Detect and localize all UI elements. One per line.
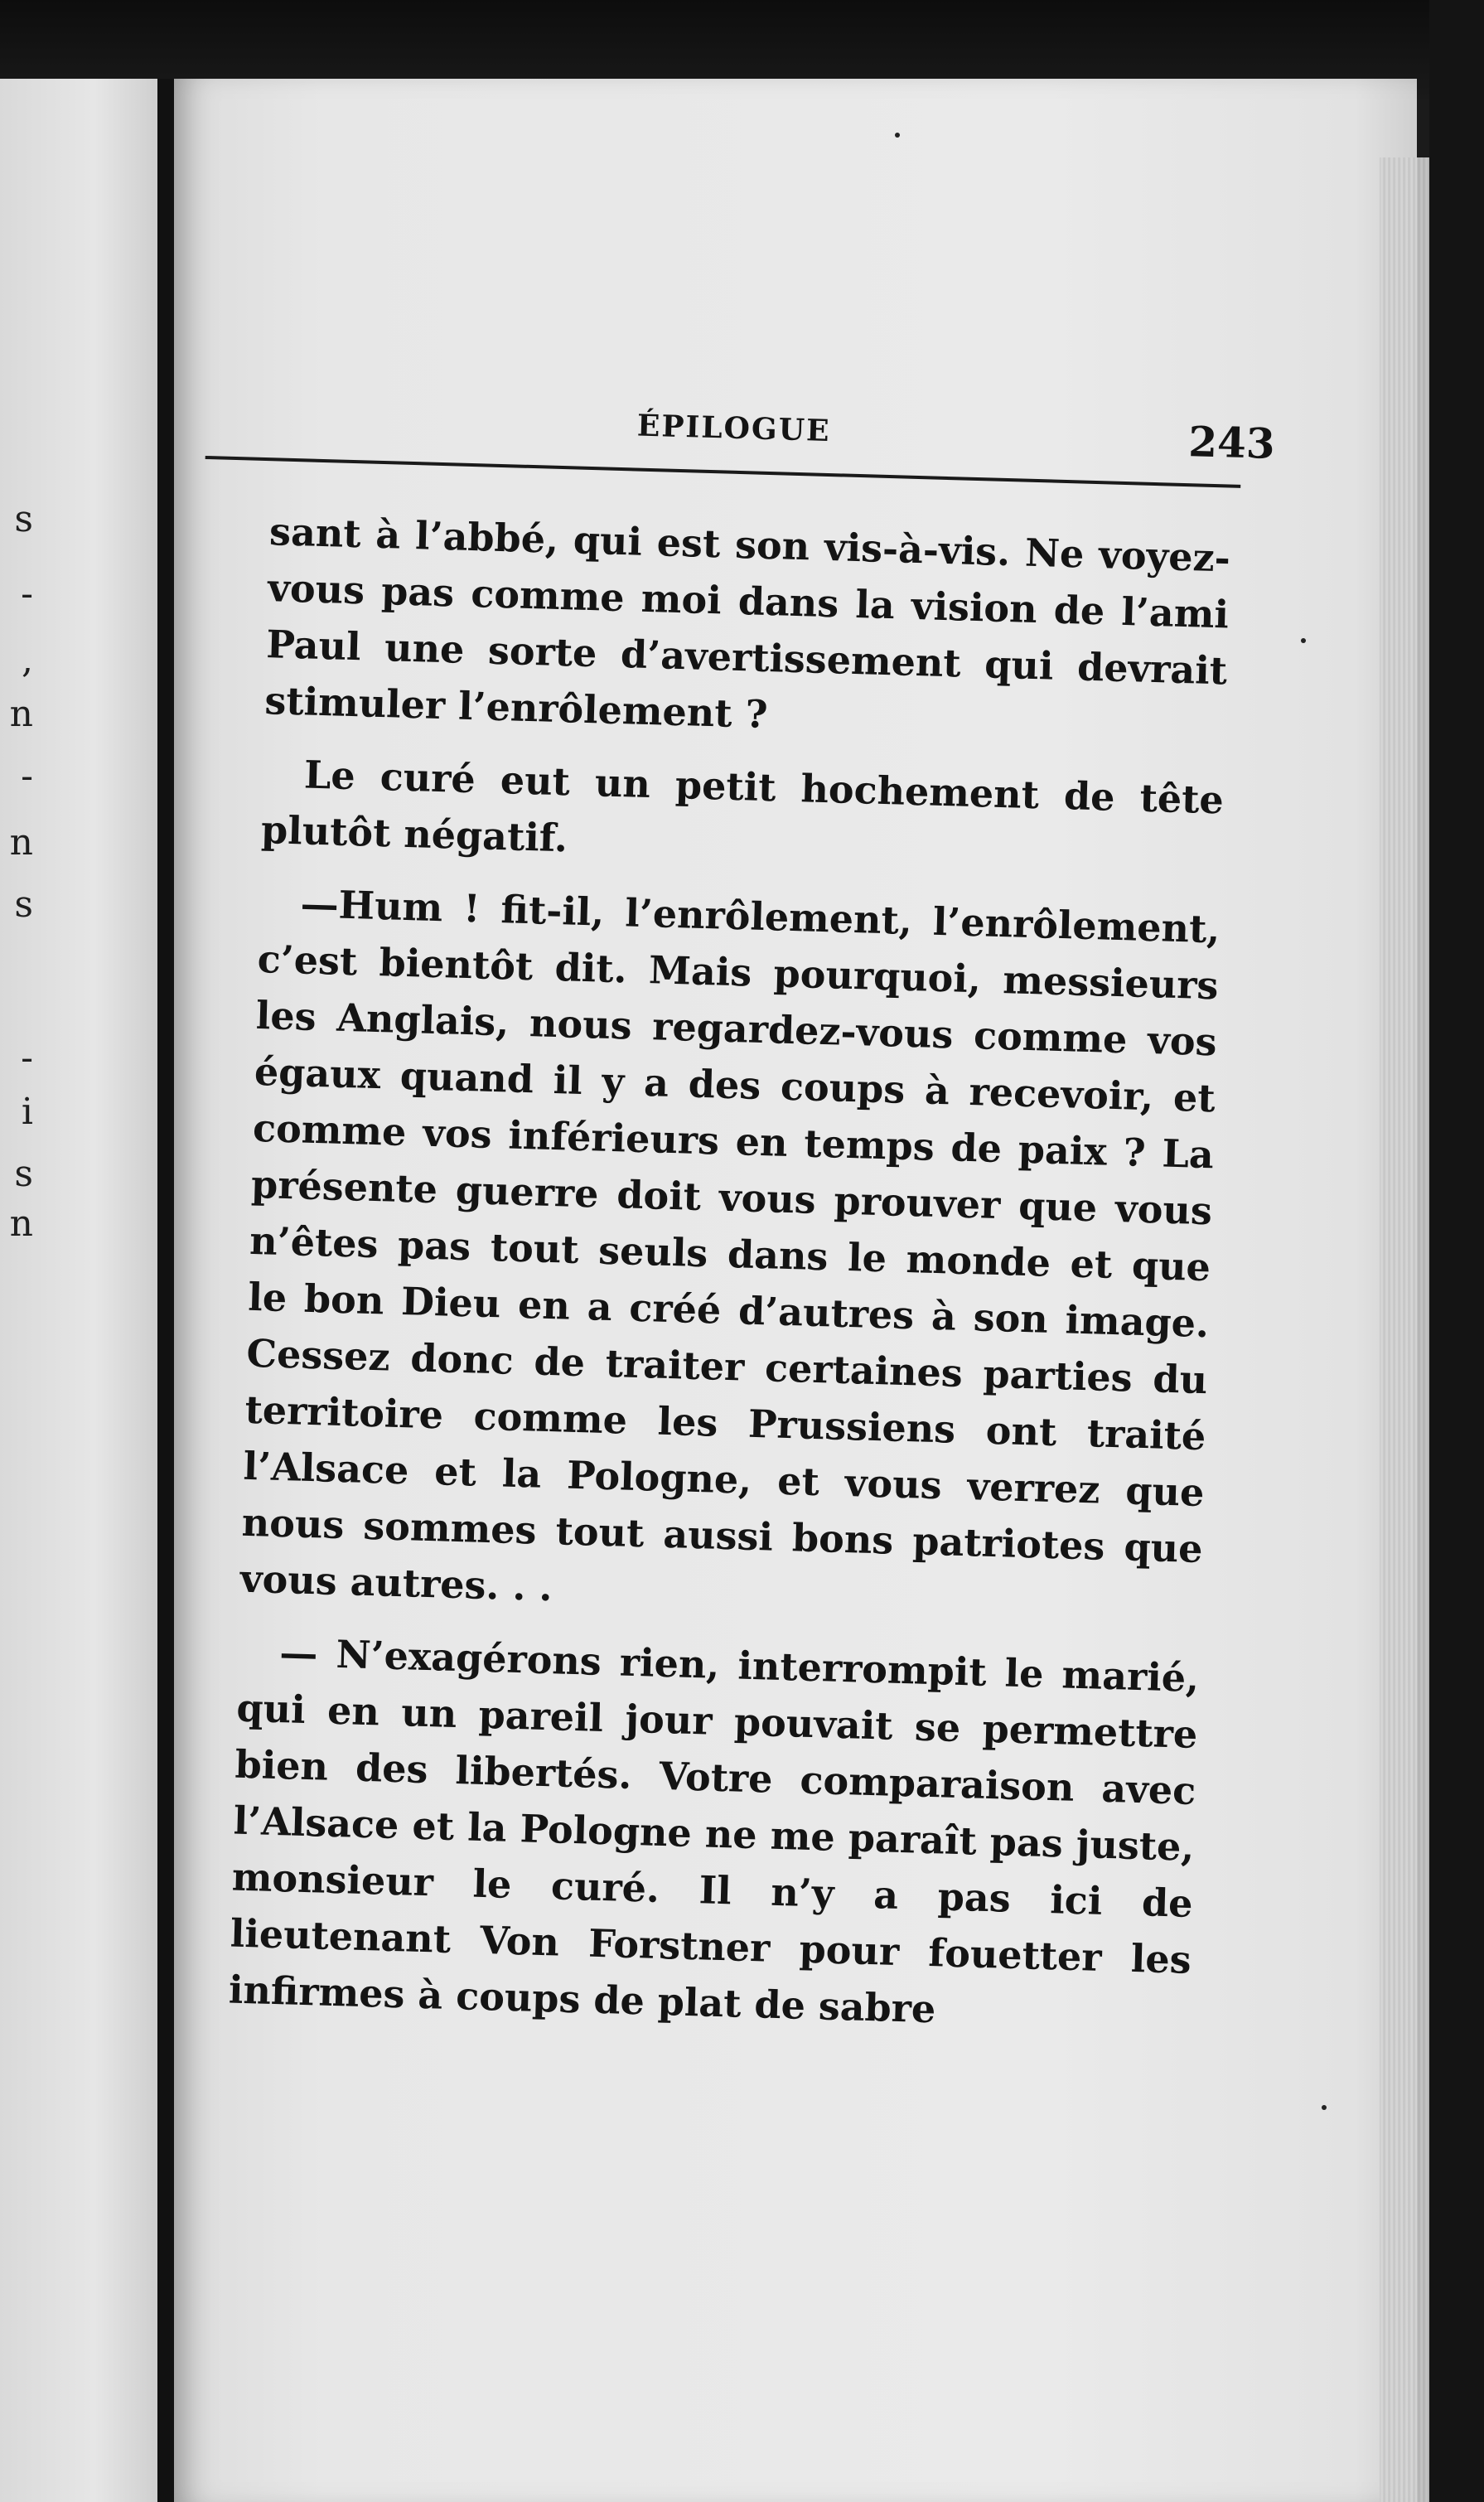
page-number: 243 [1187, 417, 1276, 468]
fragment-char: - [21, 1037, 33, 1079]
paragraph: Le curé eut un petit hochement de tête plutôt négatif. [260, 752, 1225, 861]
fragment-char: n [9, 693, 33, 735]
body-text [228, 474, 1232, 2045]
scan-speck [1301, 638, 1306, 643]
paragraph: — N’exagérons rien, interrompit le marié, qui en un pareil jour pouvait se permettre bien des libertés. Votre comparaison avec l’Alsace et la Pologne ne me paraît pas juste, monsieur le curé. Il n’y a pas ici de lieutenant Von Forstner pour fouetter les infirmes à coups de plat de sabre [228, 1630, 1200, 2032]
page-edge-stack [1380, 157, 1429, 2502]
fragment-char: n [9, 1203, 33, 1245]
adjacent-page-fragments [0, 79, 33, 2502]
fragment-char: , [22, 639, 33, 681]
fragment-char: i [21, 1091, 33, 1133]
fragment-char: s [14, 883, 33, 926]
scan-speck [1322, 2105, 1327, 2110]
fragment-char: s [14, 498, 33, 540]
fragment-char: s [14, 1153, 33, 1195]
book-gutter [157, 79, 174, 2502]
running-title: ÉPILOGUE [636, 408, 832, 449]
page-text-block [162, 390, 1276, 2062]
adjacent-page-left [0, 79, 157, 2502]
fragment-char: n [9, 821, 33, 864]
paragraph: —Hum ! fit-il, l’enrôlement, l’enrôlement, c’est bientôt dit. Mais pourquoi, messieurs les Anglais, nous regardez-vous comme vos égaux quand il y a des coups à recevoir, et comme vos inférieurs en temps de paix ? La présente guerre doit vous prouver que vous n’êtes pas tout seuls dans le monde et que le bon Dieu en a créé d’autres à son image. Cessez donc de traiter certaines parties du territoire comme les Prussiens ont traité l’Alsace et la Pologne, et vous verrez que nous sommes tout aussi bons patriotes que vous autres. . . [239, 881, 1221, 1610]
scan-speck [895, 133, 900, 138]
paragraph: sant à l’abbé, qui est son vis-à-vis. Ne voyez-vous pas comme moi dans la vision de l’ami Paul une sorte d’avertissement qui devrait stimuler l’enrôlement ? [263, 509, 1231, 738]
scanner-border-right [1429, 0, 1484, 2502]
fragment-char: - [21, 573, 33, 615]
fragment-char: - [21, 755, 33, 797]
